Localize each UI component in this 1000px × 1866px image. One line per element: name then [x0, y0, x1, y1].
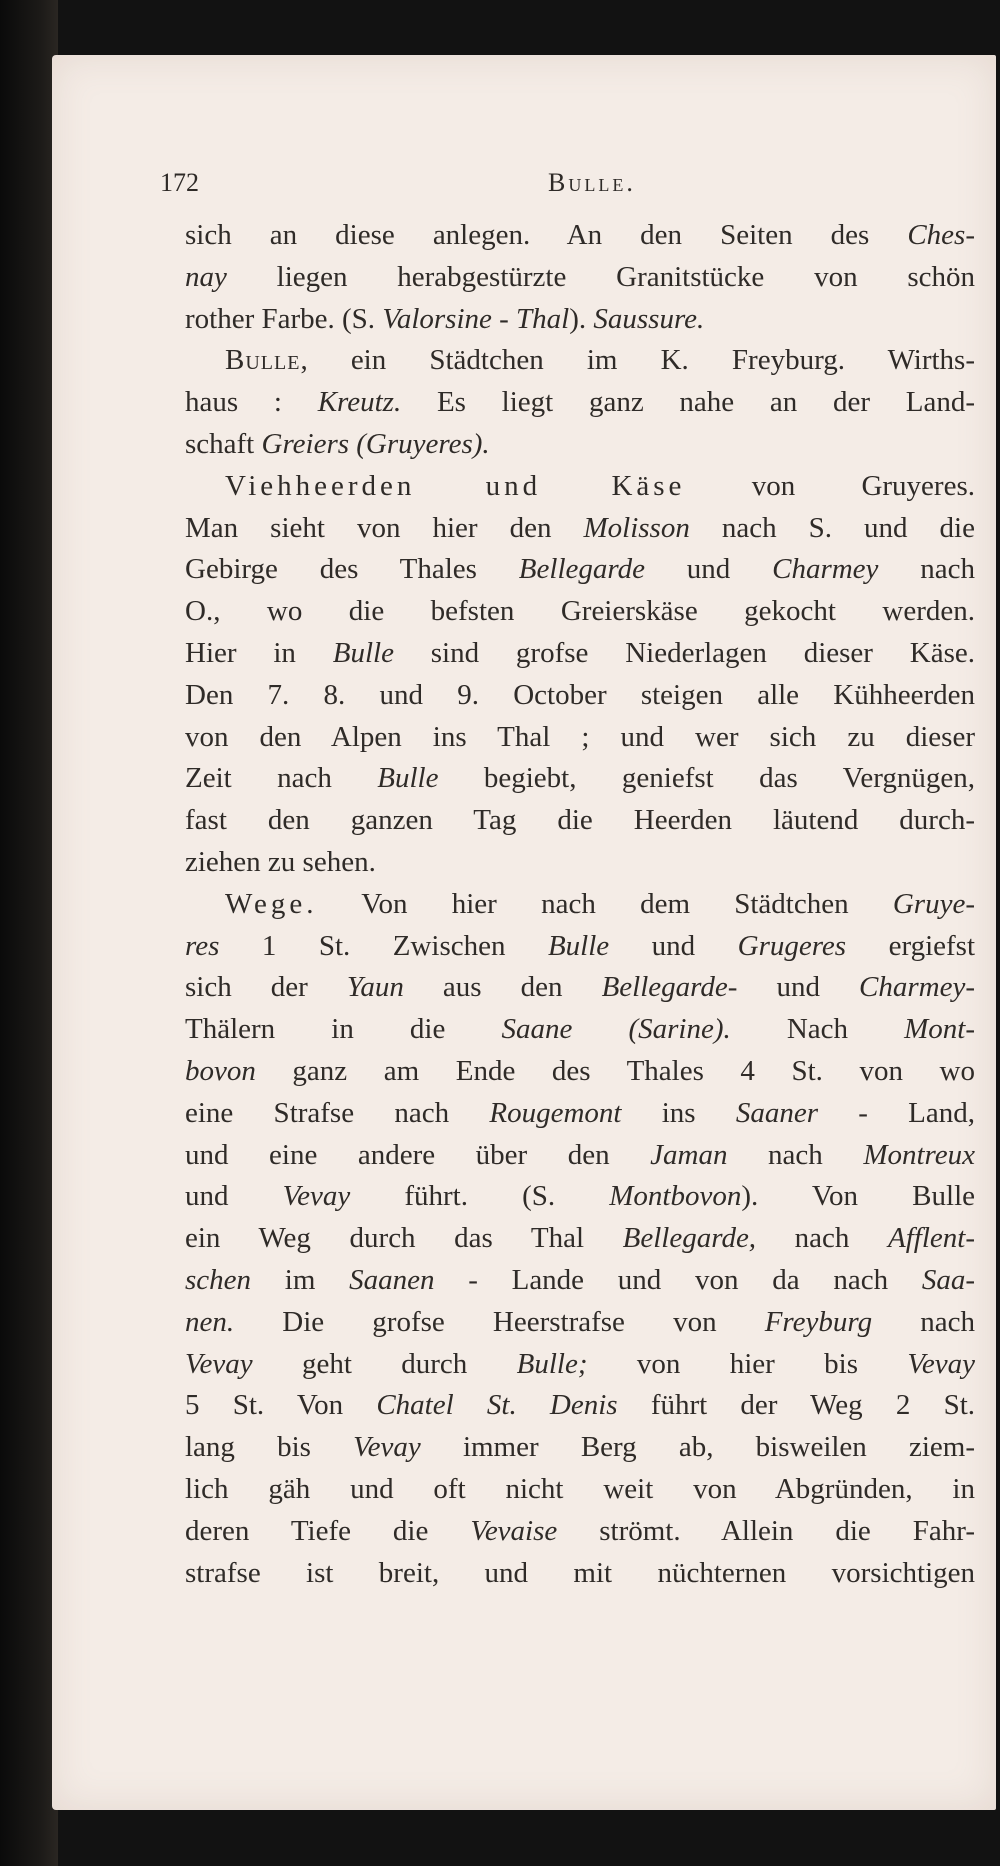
text-run: führt. (S. [350, 1180, 610, 1213]
text-run: Wege. [225, 887, 318, 920]
text-run: Bellegarde, [622, 1222, 757, 1255]
text-run: Saaner [735, 1096, 818, 1129]
text-run: und [644, 553, 773, 586]
text-run: eine Strafse nach [185, 1096, 490, 1129]
text-run: Kreutz. [317, 386, 402, 419]
text-run: lang bis [185, 1431, 354, 1464]
text-run: Greiers (Gruyeres). [261, 427, 490, 460]
text-run: schen [185, 1263, 252, 1296]
text-line [185, 926, 975, 968]
text-run: Nach [730, 1013, 905, 1046]
text-line [185, 884, 975, 926]
text-run: von Gruyeres. [685, 469, 975, 502]
text-run: nach [756, 1222, 889, 1255]
text-run: O., wo die befsten Greierskäse gekocht werden. [185, 595, 975, 628]
text-run: Man sieht von hier den [185, 511, 584, 544]
text-run: ins [621, 1096, 736, 1129]
text-run: Viehheerden und Käse [225, 469, 686, 502]
text-run: Bulle [377, 762, 439, 795]
text-run: Bellegarde [518, 553, 645, 586]
text-run: nen. [185, 1305, 235, 1338]
text-line [185, 675, 975, 717]
text-line [185, 549, 975, 591]
text-run: Saane (Sarine). [501, 1013, 731, 1046]
text-run: nach S. und die [689, 511, 975, 544]
text-run: Vevaise [470, 1514, 558, 1547]
text-line [185, 1093, 975, 1135]
text-run: Jaman [650, 1138, 728, 1171]
text-run: und eine andere über den [185, 1138, 651, 1171]
text-run: und [609, 929, 738, 962]
text-run: bovon [185, 1054, 256, 1087]
text-line [185, 1553, 975, 1595]
text-run: Gebirge des Thales [185, 553, 519, 586]
text-run: Mont- [904, 1013, 975, 1046]
text-run: Saanen [349, 1263, 435, 1296]
text-run: haus : [185, 386, 318, 419]
text-run: Afflent- [888, 1222, 975, 1255]
text-run: ziehen zu sehen. [185, 845, 376, 878]
text-run: immer Berg ab, bisweilen ziem- [420, 1431, 975, 1464]
text-line [185, 800, 975, 842]
text-line [185, 1260, 975, 1302]
text-line [185, 967, 975, 1009]
text-run: nach [872, 1305, 975, 1338]
text-run: Gruye- [892, 887, 975, 920]
text-line [185, 1218, 975, 1260]
running-head: Bulle. [548, 168, 636, 197]
text-run: nach [878, 553, 976, 586]
page-number: 172 [160, 168, 199, 197]
text-line [185, 1385, 975, 1427]
text-run: Saussure. [593, 302, 705, 335]
text-run: Freyburg [764, 1305, 873, 1338]
text-run: geht durch [252, 1347, 517, 1380]
text-line [185, 382, 975, 424]
text-line [185, 1427, 975, 1469]
text-run: im [251, 1263, 350, 1296]
text-run: Die grofse Heerstrafse von [234, 1305, 765, 1338]
text-run: von hier bis [587, 1347, 908, 1380]
text-line [185, 215, 975, 257]
text-line [185, 424, 975, 466]
text-run: ganz am Ende des Thales 4 St. von wo [255, 1054, 975, 1087]
text-line [185, 257, 975, 299]
text-run: Bulle [332, 636, 394, 669]
text-run: von den Alpen ins Thal ; und wer sich zu dieser [185, 720, 975, 753]
text-run: Vevay [185, 1347, 253, 1380]
text-line [185, 758, 975, 800]
text-run: Charmey [772, 553, 879, 586]
text-run: ). [569, 302, 594, 335]
text-run: ein Weg durch das Thal [185, 1222, 623, 1255]
text-line [185, 717, 975, 759]
text-run: strömt. Allein die Fahr- [557, 1514, 975, 1547]
text-run: Chatel St. Denis [376, 1389, 618, 1422]
text-run: res [185, 929, 220, 962]
text-line [185, 1176, 975, 1218]
text-line [185, 1051, 975, 1093]
text-line [185, 340, 975, 382]
text-run: Bellegarde- [601, 971, 738, 1004]
body-text [185, 215, 975, 1594]
text-run: Zeit nach [185, 762, 378, 795]
text-run: strafse ist breit, und mit nüchternen vorsichtigen [185, 1556, 975, 1589]
text-line [185, 1135, 975, 1177]
text-run: Valorsine - Thal [382, 302, 570, 335]
text-run: deren Tiefe die [185, 1514, 471, 1547]
text-run: Den 7. 8. und 9. October steigen alle Kühheerden [185, 678, 975, 711]
text-run: und [185, 1180, 283, 1213]
text-run: 1 St. Zwischen [219, 929, 548, 962]
text-run: Saa- [921, 1263, 975, 1296]
text-run: aus den [403, 971, 602, 1004]
page-header [160, 168, 920, 208]
text-run: , ein Städtchen im K. Freyburg. Wirths- [300, 344, 975, 377]
text-run: Yaun [346, 971, 404, 1004]
text-run: sich der [185, 971, 347, 1004]
text-line [185, 466, 975, 508]
text-run: fast den ganzen Tag die Heerden läutend durch- [185, 804, 975, 837]
text-run: Vevay [907, 1347, 975, 1380]
text-line [185, 1344, 975, 1386]
text-line [185, 508, 975, 550]
text-run: Vevay [353, 1431, 421, 1464]
text-run: ergiefst [846, 929, 976, 962]
text-run: Von hier nach dem Städtchen [317, 887, 893, 920]
text-run: nach [727, 1138, 864, 1171]
book-spine [0, 0, 58, 1866]
text-run: Charmey- [859, 971, 976, 1004]
text-run: - Lande und von da nach [434, 1263, 922, 1296]
text-run: liegen herabgestürzte Granitstücke von schön [226, 260, 975, 293]
text-run: Thälern in die [185, 1013, 502, 1046]
text-line [185, 1009, 975, 1051]
text-run: Hier in [185, 636, 333, 669]
text-run: Bulle [225, 344, 301, 377]
text-run: schaft [185, 427, 262, 460]
text-run: Molisson [583, 511, 690, 544]
text-line [185, 842, 975, 884]
text-run: sind grofse Niederlagen dieser Käse. [393, 636, 976, 669]
text-run: Bulle; [516, 1347, 588, 1380]
text-run: sich an diese anlegen. An den Seiten des [185, 219, 908, 251]
text-line [185, 1511, 975, 1553]
text-run: - Land, [818, 1096, 976, 1129]
text-line [185, 1302, 975, 1344]
text-run: Montreux [863, 1138, 975, 1171]
text-run: lich gäh und oft nicht weit von Abgründen, in [185, 1472, 975, 1505]
text-run: Es liegt ganz nahe an der Land- [401, 386, 975, 419]
text-line [185, 633, 975, 675]
text-run: Rougemont [489, 1096, 622, 1129]
text-run: begiebt, geniefst das Vergnügen, [438, 762, 975, 795]
text-run: Bulle [547, 929, 610, 962]
text-line [185, 591, 975, 633]
text-run: Vevay [282, 1180, 351, 1213]
text-line [185, 299, 975, 341]
text-run: Ches- [907, 219, 975, 251]
text-run: rother Farbe. (S. [185, 302, 383, 335]
text-run: Grugeres [737, 929, 847, 962]
text-run: Montbovon [609, 1180, 742, 1213]
text-line [185, 1469, 975, 1511]
text-run: und [737, 971, 860, 1004]
text-run: 5 St. Von [185, 1389, 377, 1422]
text-run: nay [185, 260, 227, 293]
text-run: ). Von Bulle [741, 1180, 976, 1213]
text-run: führt der Weg 2 St. [617, 1389, 975, 1422]
